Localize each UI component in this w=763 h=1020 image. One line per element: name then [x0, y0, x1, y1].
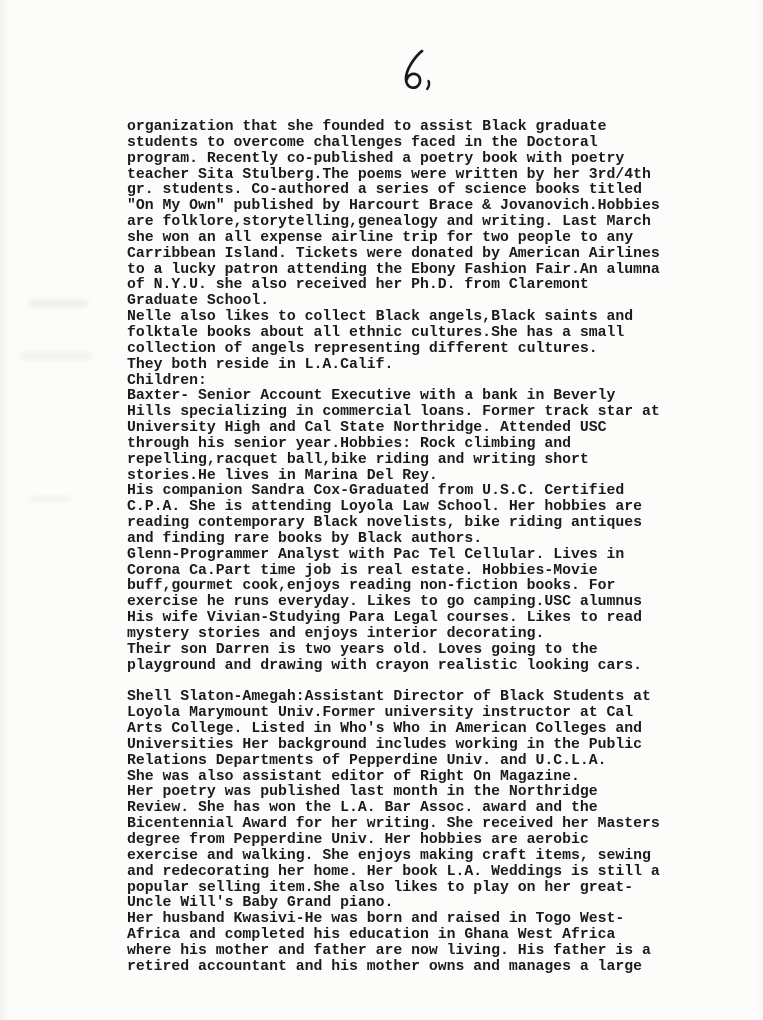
text-line: She was also assistant editor of Right On Magazine. — [127, 768, 580, 785]
text-line: program. Recently co-published a poetry book with poetry — [127, 150, 625, 167]
text-line: Uncle Will's Baby Grand piano. — [127, 895, 394, 912]
text-line: she won an all expense airline trip for two people to any — [127, 229, 634, 246]
text-line: collection of angels representing different cultures. — [127, 340, 598, 357]
text-line: Review. She has won the L.A. Bar Assoc. award and the — [127, 800, 598, 817]
scan-artifact — [20, 352, 92, 360]
text-line: Carribbean Island. Tickets were donated by American Airlines — [127, 245, 660, 262]
text-line: Her husband Kwasivi-He was born and raised in Togo West- — [127, 911, 625, 928]
text-line: Relations Departments of Pepperdine Univ. and U.C.L.A. — [127, 752, 607, 769]
text-line: Graduate School. — [127, 293, 270, 310]
text-line: of N.Y.U. she also received her Ph.D. from Claremont — [127, 277, 589, 294]
text-line: exercise and walking. She enjoys making craft items, sewing — [127, 847, 651, 864]
text-line: Bicentennial Award for her writing. She received her Masters — [127, 816, 660, 833]
handwritten-page-number — [398, 48, 442, 94]
text-line: Corona Ca.Part time job is real estate. Hobbies-Movie — [127, 562, 598, 579]
text-line: are folklore,storytelling,genealogy and writing. Last March — [127, 214, 651, 231]
text-line: where his mother and father are now living. His father is a — [127, 942, 651, 959]
text-line: Nelle also likes to collect Black angels,Black saints and — [127, 309, 634, 326]
text-line: and redecorating her home. Her book L.A. Weddings is still a — [127, 863, 660, 880]
text-line: Her poetry was published last month in the Northridge — [127, 784, 598, 801]
text-line: organization that she founded to assist Black graduate — [127, 119, 607, 135]
text-line: folktale books about all ethnic cultures.She has a small — [127, 324, 625, 341]
handwritten-6-icon — [398, 48, 442, 94]
text-line: popular selling item.She also likes to play on her great- — [127, 879, 634, 896]
text-line: Loyola Marymount Univ.Former university instructor at Cal — [127, 705, 634, 722]
text-line: gr. students. Co-authored a series of science books titled — [127, 182, 643, 199]
text-line: His wife Vivian-Studying Para Legal courses. Likes to read — [127, 610, 643, 627]
text-line: buff,gourmet cook,enjoys reading non-fiction books. For — [127, 578, 616, 595]
text-line: mystery stories and enjoys interior decorating. — [127, 626, 545, 642]
text-line: Glenn-Programmer Analyst with Pac Tel Cellular. Lives in — [127, 546, 625, 563]
typewritten-text-block — [127, 120, 687, 976]
text-line: teacher Sita Stulberg.The poems were written by her 3rd/4th — [127, 166, 651, 183]
text-line: Universities Her background includes working in the Public — [127, 736, 643, 753]
text-line: stories.He lives in Marina Del Rey. — [127, 467, 438, 484]
text-line: Hills specializing in commercial loans. Former track star at — [127, 404, 660, 421]
text-line: and finding rare books by Black authors. — [127, 530, 483, 547]
text-line: reading contemporary Black novelists, bike riding antiques — [127, 515, 643, 532]
text-line: His companion Sandra Cox-Graduated from U.S.C. Certified — [127, 483, 625, 500]
text-line: playground and drawing with crayon realistic looking cars. — [127, 657, 643, 674]
text-line: Africa and completed his education in Ghana West Africa — [127, 927, 616, 944]
text-line: "On My Own" published by Harcourt Brace & Jovanovich.Hobbies — [127, 198, 660, 215]
scan-artifact — [30, 496, 70, 502]
text-line: Arts College. Listed in Who's Who in American Colleges and — [127, 721, 643, 738]
text-line: repelling,racquet ball,bike riding and writing short — [127, 451, 589, 468]
text-line — [127, 675, 687, 691]
text-line: Children: — [127, 372, 207, 389]
text-line: Their son Darren is two years old. Loves going to the — [127, 641, 598, 658]
text-line: They both reside in L.A.Calif. — [127, 356, 394, 373]
text-line: through his senior year.Hobbies: Rock climbing and — [127, 435, 571, 452]
text-line: Shell Slaton-Amegah:Assistant Director of Black Students at — [127, 689, 651, 706]
text-line: degree from Pepperdine Univ. Her hobbies are aerobic — [127, 831, 589, 848]
scan-artifact — [28, 300, 88, 307]
text-line: University High and Cal State Northridge. Attended USC — [127, 420, 607, 437]
text-line: retired accountant and his mother owns and manages a large — [127, 958, 643, 975]
text-line: to a lucky patron attending the Ebony Fashion Fair.An alumna — [127, 261, 660, 278]
text-line: Baxter- Senior Account Executive with a bank in Beverly — [127, 388, 616, 405]
text-line: students to overcome challenges faced in the Doctoral — [127, 134, 598, 151]
text-line: C.P.A. She is attending Loyola Law School. Her hobbies are — [127, 499, 643, 516]
text-line: exercise he runs everyday. Likes to go camping.USC alumnus — [127, 594, 643, 611]
